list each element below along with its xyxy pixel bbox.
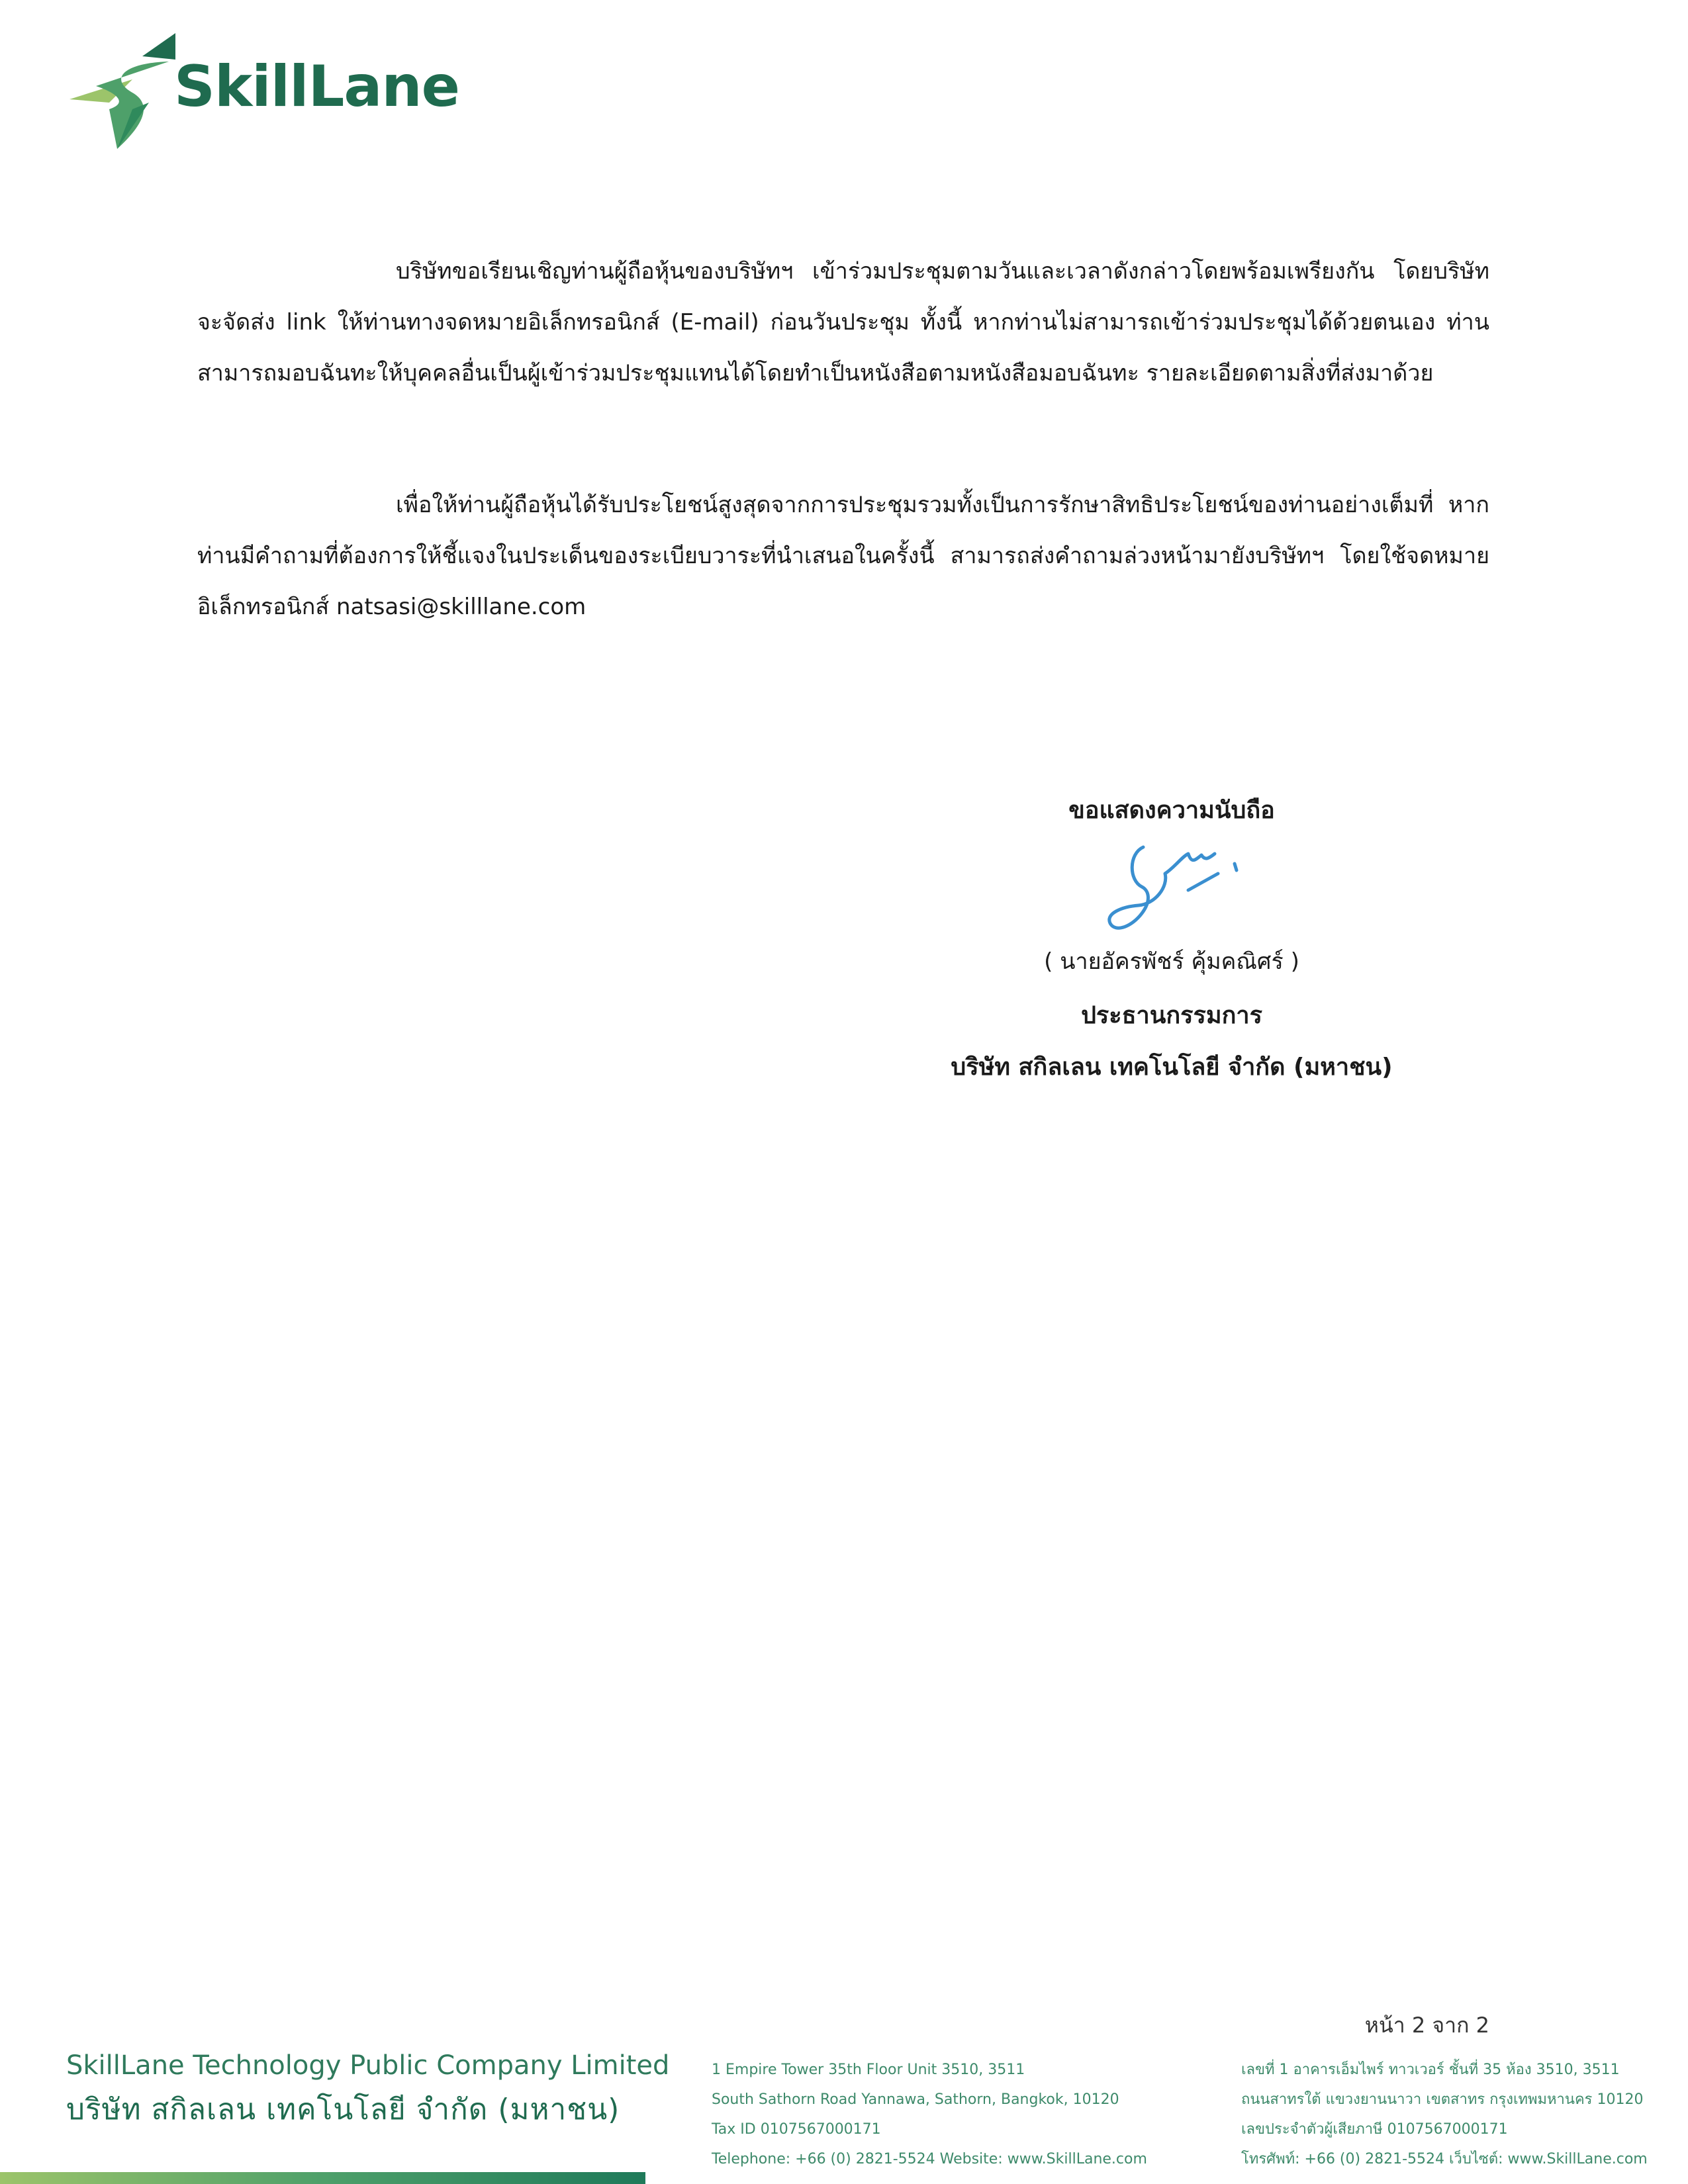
footer-address-th: [1241, 2055, 1648, 2174]
skilllane-logo-mark-icon: [70, 30, 175, 152]
page-number: หน้า 2 จาก 2: [1364, 2013, 1489, 2038]
body-paragraph-1: [197, 246, 1489, 399]
logo-wordmark: SkillLane: [174, 54, 459, 120]
footer-address-th-line: โทรศัพท์: +66 (0) 2821-5524 เว็บไซต์: www.SkillLane.com: [1241, 2151, 1648, 2167]
closing-salutation: ขอแสดงความนับถือ: [1068, 797, 1275, 824]
footer-company-th: บริษัท สกิลเลน เทคโนโลยี จำกัด (มหาชน): [66, 2093, 620, 2126]
footer-address-en-line: Tax ID 0107567000171: [712, 2121, 881, 2138]
footer-address-th-line: เลขที่ 1 อาคารเอ็มไพร์ ทาวเวอร์ ชั้นที่ 35 ห้อง 3510, 3511: [1241, 2062, 1620, 2078]
paragraph-questions: เพื่อให้ท่านผู้ถือหุ้นได้รับประโยชน์สูงสุดจากการประชุมรวมทั้งเป็นการรักษาสิทธิประโยชน์ของท่านอย่างเต็มที่ หากท่านมีคำถามที่ต้องการให้ชี้แจงในประเด็นของระเบียบวาระที่นำเสนอในครั้งนี้ สามารถส่งคำถามล่วงหน้ามายังบริษัทฯ โดยใช้จดหมายอิเล็กทรอนิกส์ natsasi@skilllane.com: [197, 492, 1489, 620]
signer-position: ประธานกรรมการ: [1081, 1002, 1262, 1029]
paragraph-invitation: บริษัทขอเรียนเชิญท่านผู้ถือหุ้นของบริษัทฯ เข้าร่วมประชุมตามวันและเวลาดังกล่าวโดยพร้อมเพรียงกัน โดยบริษัทจะจัดส่ง link ให้ท่านทางจดหมายอิเล็กทรอนิกส์ (E-mail) ก่อนวันประชุม ทั้งนี้ หากท่านไม่สามารถเข้าร่วมประชุมได้ด้วยตนเอง ท่านสามารถมอบฉันทะให้บุคคลอื่นเป็นผู้เข้าร่วมประชุมแทนได้โดยทำเป็นหนังสือตามหนังสือมอบฉันทะ รายละเอียดตามสิ่งที่ส่งมาด้วย: [197, 258, 1489, 387]
body-paragraph-2: [197, 480, 1489, 633]
footer-address-en-line: South Sathorn Road Yannawa, Sathorn, Bangkok, 10120: [712, 2091, 1119, 2108]
signer-company: บริษัท สกิลเลน เทคโนโลยี จำกัด (มหาชน): [951, 1054, 1393, 1081]
footer-address-en-line: Telephone: +66 (0) 2821-5524 Website: www.SkillLane.com: [712, 2151, 1147, 2167]
footer-gradient-bar: [0, 2172, 645, 2184]
handwritten-signature-icon: [1102, 827, 1254, 946]
footer-address-en-line: 1 Empire Tower 35th Floor Unit 3510, 3511: [712, 2062, 1025, 2078]
skilllane-logo: [70, 30, 459, 156]
footer-address-th-line: เลขประจำตัวผู้เสียภาษี 0107567000171: [1241, 2121, 1508, 2138]
footer-address-en: [712, 2055, 1147, 2174]
footer-company-en: SkillLane Technology Public Company Limited: [66, 2050, 670, 2081]
footer-address-th-line: ถนนสาทรใต้ แขวงยานนาวา เขตสาทร กรุงเทพมหานคร 10120: [1241, 2091, 1644, 2108]
signer-name: ( นายอัครพัชร์ คุ้มคณิศร์ ): [1044, 948, 1299, 975]
footer-company-names: [66, 2050, 669, 2132]
